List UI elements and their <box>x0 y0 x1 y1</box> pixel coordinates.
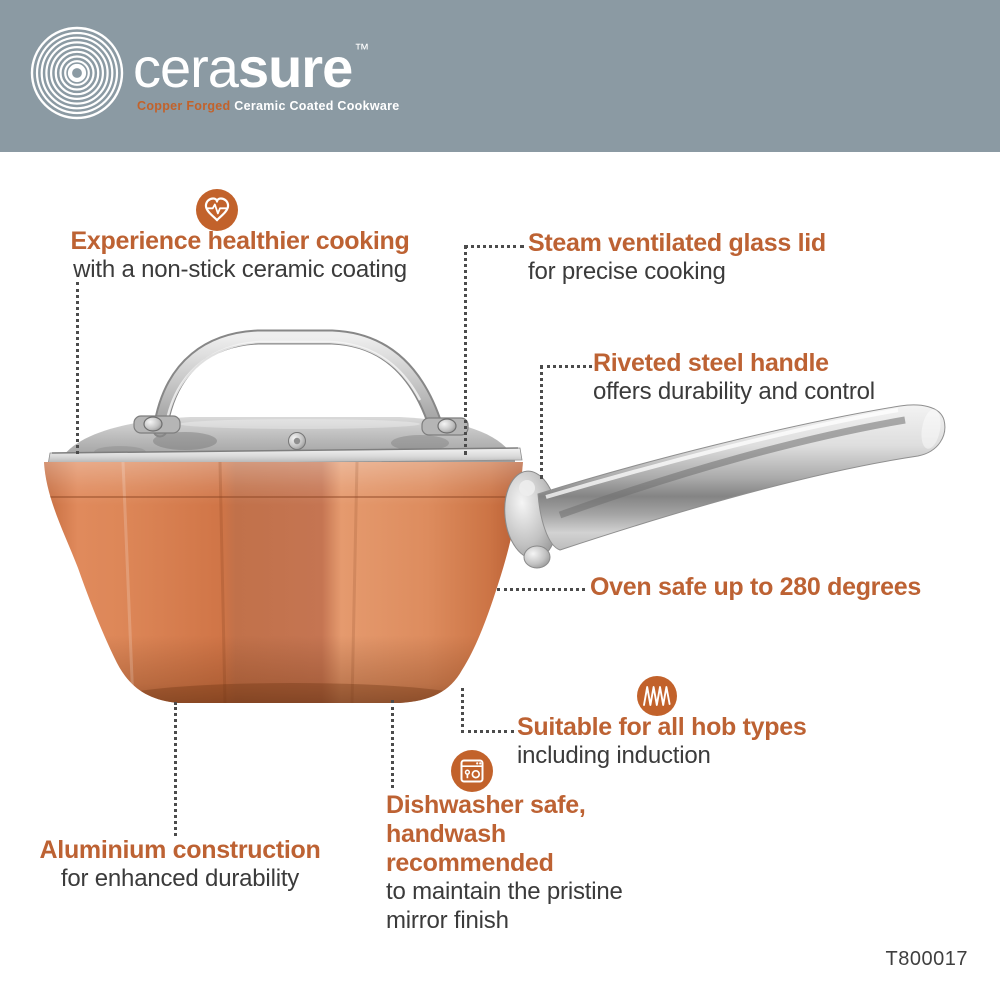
connector-dishwasher-line <box>391 700 394 788</box>
trademark-symbol: ™ <box>354 41 369 58</box>
heart-pulse-icon <box>196 189 238 231</box>
product-code: T800017 <box>885 948 968 970</box>
brand-name <box>133 36 369 99</box>
callout-title: Aluminium construction <box>39 836 321 864</box>
connector-handle-line-v <box>540 365 543 479</box>
callout-title: Oven safe up to 280 degrees <box>590 573 921 601</box>
brand-name-light: cera <box>133 36 238 99</box>
connector-oven-line <box>497 588 585 591</box>
callout-dishwasher-safe <box>386 791 648 936</box>
connector-hob-line-h <box>461 730 514 733</box>
callout-subtitle: for enhanced durability <box>60 865 300 892</box>
callout-healthier-cooking <box>30 227 450 285</box>
connector-hob-line-v <box>461 688 464 733</box>
callout-oven-safe <box>590 573 930 602</box>
connector-aluminium-line <box>174 702 177 836</box>
tagline-copper-forged: Copper Forged <box>137 99 231 113</box>
callout-hob-types <box>517 713 817 771</box>
callout-steel-handle <box>593 349 923 407</box>
callout-subtitle: with a non-stick ceramic coating <box>73 256 407 283</box>
callout-subtitle: including induction <box>517 742 711 769</box>
callout-title: Suitable for all hob types <box>517 713 807 741</box>
callout-glass-lid <box>528 229 868 287</box>
brand-tagline <box>137 99 400 113</box>
connector-steam-line-v <box>464 245 467 455</box>
tagline-ceramic: Ceramic Coated Cookware <box>230 99 400 113</box>
connector-handle-line-h <box>540 365 592 368</box>
dishwasher-icon <box>451 750 493 792</box>
concentric-circles-logo <box>28 24 126 122</box>
brand-name-bold: sure <box>237 36 353 99</box>
callout-subtitle: for precise cooking <box>528 258 726 285</box>
brand-header <box>0 0 1000 152</box>
callout-subtitle: offers durability and control <box>593 378 875 405</box>
induction-coil-icon <box>637 676 677 716</box>
callout-title: Steam ventilated glass lid <box>528 229 826 257</box>
callout-title: Riveted steel handle <box>593 349 829 377</box>
connector-healthier-line <box>76 282 79 454</box>
callout-subtitle: to maintain the pristine mirror finish <box>386 878 623 934</box>
connector-steam-line-h <box>464 245 524 248</box>
callout-title: Dishwasher safe, handwash recommended <box>386 791 586 877</box>
callout-title: Experience healthier cooking <box>70 227 410 255</box>
callout-aluminium <box>25 836 335 894</box>
